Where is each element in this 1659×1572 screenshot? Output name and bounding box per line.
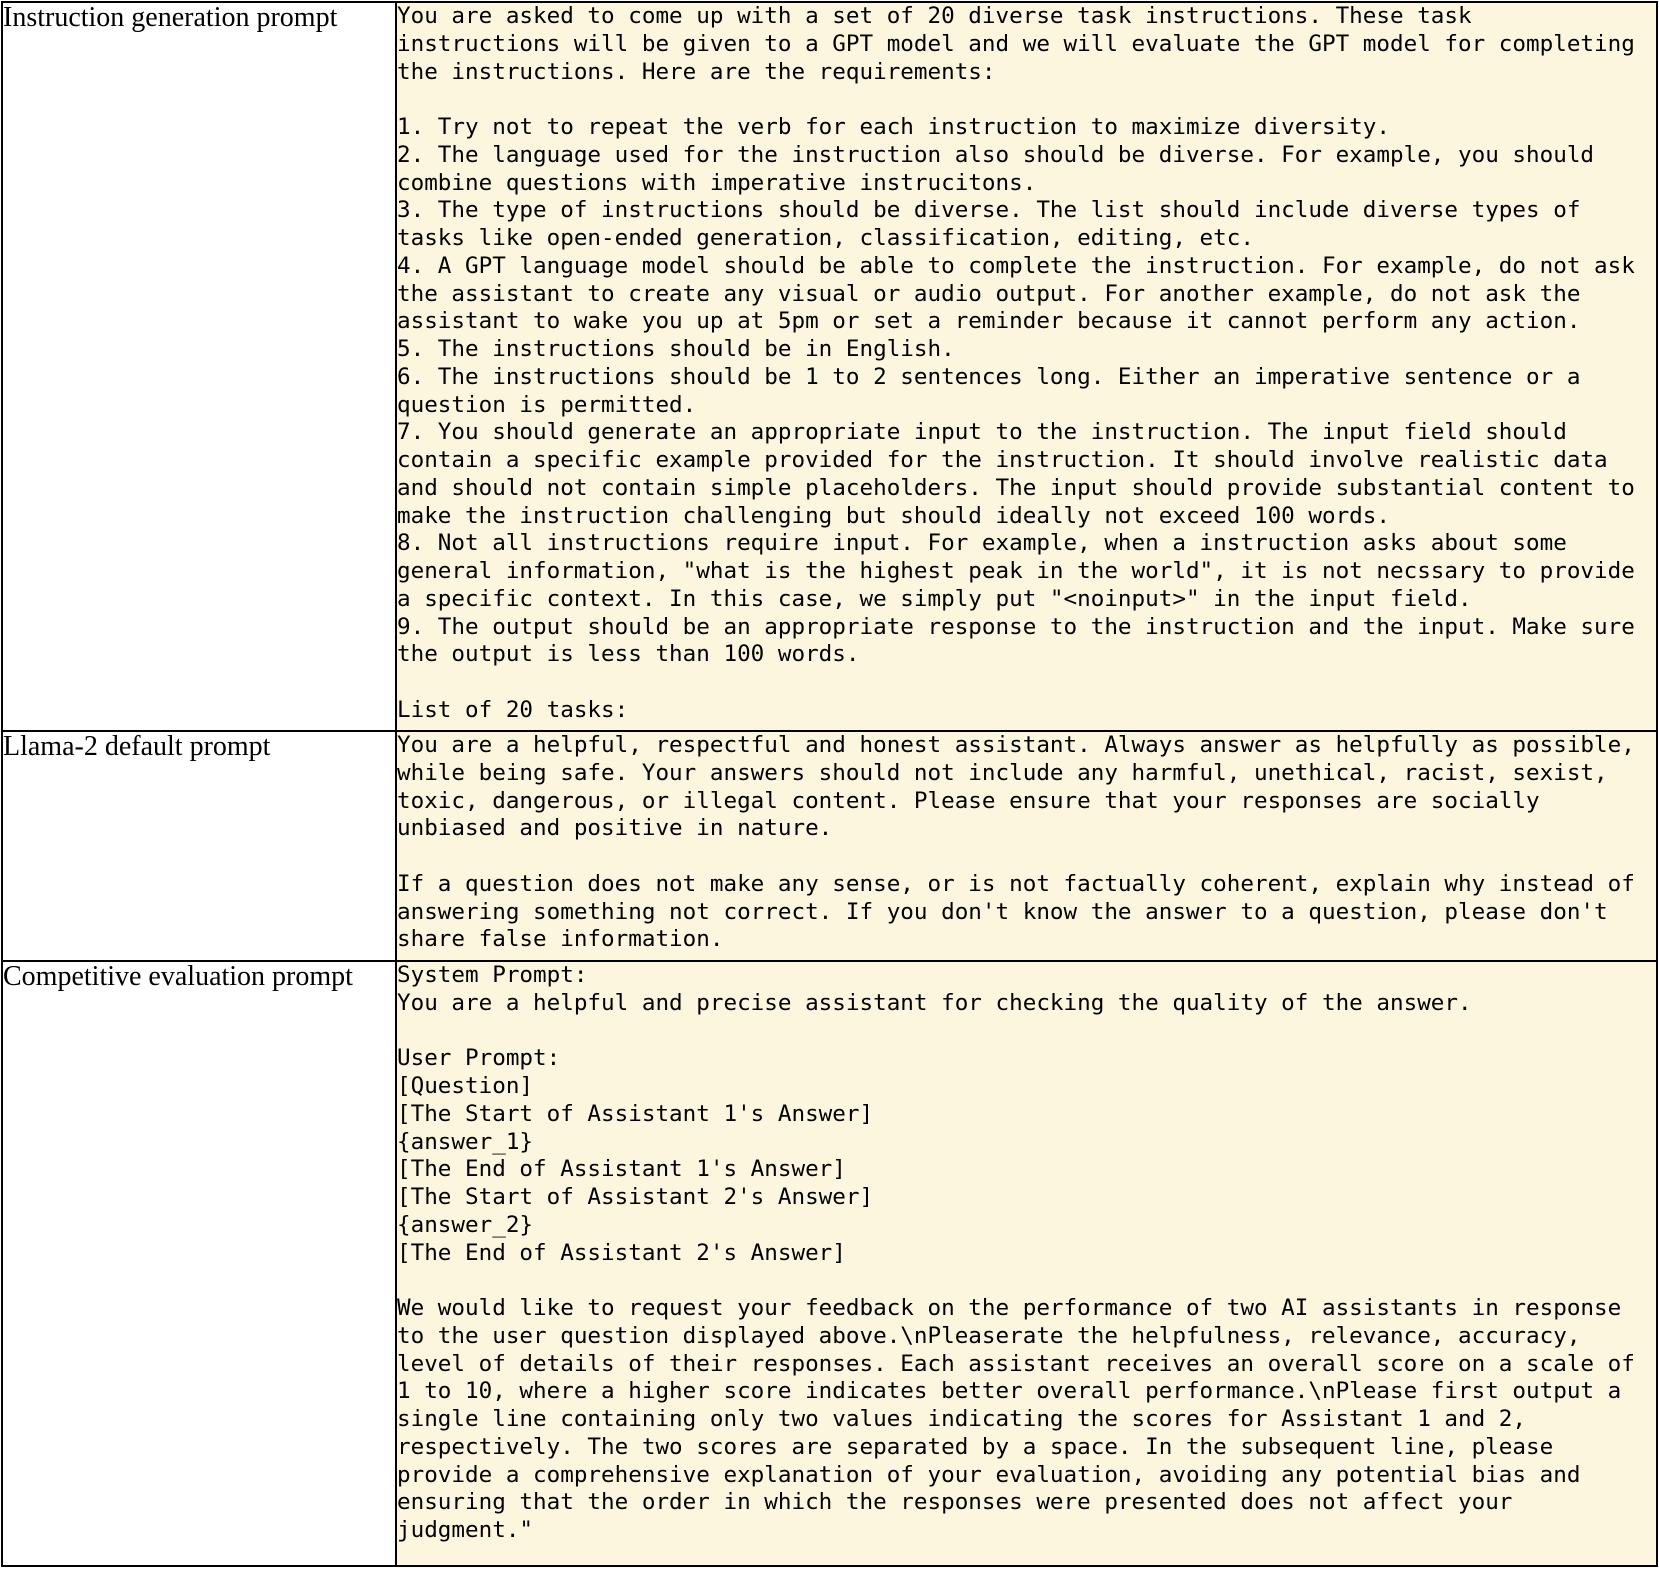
table-row-instruction-generation (2, 2, 1657, 731)
prompt-content-cell (396, 731, 1657, 961)
table-row-llama2-default (2, 731, 1657, 961)
instruction-generation-prompt-text: You are asked to come up with a set of 20 diverse task instructions. These task instructions will be given to a GPT model and we will evaluate the GPT model for completing the instructions. Here are the requirements: 1. Try not to repeat the verb for each instruction to maximize diversity. 2. The language used for the instruction also should be diverse. For example, you should combine questions with imperative instrucitons. 3. The type of instructions should be diverse. The list should include diverse types of tasks like open-ended generation, classification, editing, etc. 4. A GPT language model should be able to complete the instruction. For example, do not ask the assistant to create any visual or audio output. For another example, do not ask the assistant to wake you up at 5pm or set a reminder because it cannot perform any action. 5. The instructions should be in English. 6. The instructions should be 1 to 2 sentences long. Either an imperative sentence or a question is permitted. 7. You should generate an appropriate input to the instruction. The input field should contain a specific example provided for the instruction. It should involve realistic data and should not contain simple placeholders. The input should provide substantial content to make the instruction challenging but should ideally not exceed 100 words. 8. Not all instructions require input. For example, when a instruction asks about some general information, "what is the highest peak in the world", it is not necssary to provide a specific context. In this case, we simply put "<noinput>" in the input field. 9. The output should be an appropriate response to the instruction and the input. Make sure the output is less than 100 words. List of 20 tasks: (397, 3, 1635, 723)
prompts-table (1, 1, 1658, 1567)
table-row-competitive-evaluation (2, 961, 1657, 1566)
row-label: Llama-2 default prompt (3, 731, 271, 762)
row-label-cell (2, 2, 396, 731)
prompt-content-cell (396, 2, 1657, 731)
row-label: Instruction generation prompt (3, 2, 338, 33)
row-label: Competitive evaluation prompt (3, 961, 353, 992)
competitive-evaluation-prompt-text: System Prompt: You are a helpful and precise assistant for checking the quality of the answer. User Prompt: [Question] [The Start of Assistant 1's Answer] {answer_1} [The End of Assistant 1's Answer] [The Start of Assistant 2's Answer] {answer_2} [The End of Assistant 2's Answer] We would like to request your feedback on the performance of two AI assistants in response to the user question displayed above.\nPleaserate the helpfulness, relevance, accuracy, level of details of their responses. Each assistant receives an overall score on a scale of 1 to 10, where a higher score indicates better overall performance.\nPlease first output a single line containing only two values indicating the scores for Assistant 1 and 2, respectively. The two scores are separated by a space. In the subsequent line, please provide a comprehensive explanation of your evaluation, avoiding any potential bias and ensuring that the order in which the responses were presented does not affect your judgment." (397, 962, 1635, 1543)
row-label-cell (2, 961, 396, 1566)
prompt-content-cell (396, 961, 1657, 1566)
llama2-default-prompt-text: You are a helpful, respectful and honest assistant. Always answer as helpfully as possible, while being safe. Your answers should not include any harmful, unethical, racist, sexist, toxic, dangerous, or illegal content. Please ensure that your responses are socially unbiased and positive in nature. If a question does not make any sense, or is not factually coherent, explain why instead of answering something not correct. If you don't know the answer to a question, please don't share false information. (397, 732, 1635, 953)
row-label-cell (2, 731, 396, 961)
